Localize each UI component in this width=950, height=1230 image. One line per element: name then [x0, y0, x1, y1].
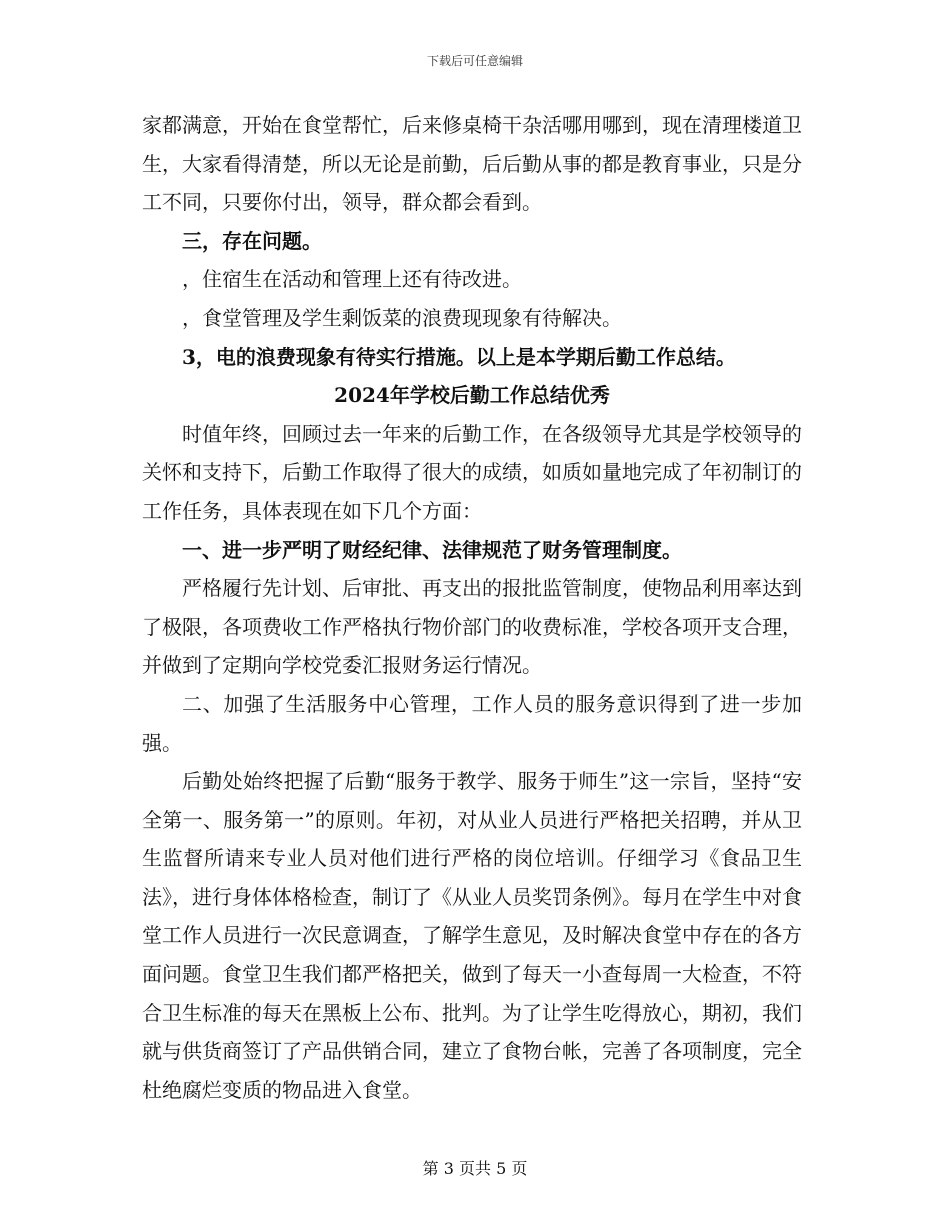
- page-footer: 第 3 页共 5 页: [422, 1159, 528, 1178]
- section-heading-problems: 三，存在问题。: [182, 228, 322, 253]
- paragraph-intro: 时值年终，回顾过去一年来的后勤工作，在各级领导尤其是学校领导的关怀和支持下，后勤工作取得了很大的成绩，如质如量地完成了年初制订的工作任务，具体表现在如下几个方面：: [142, 421, 802, 523]
- paragraph-finance: 严格履行先计划、后审批、再支出的报批监管制度，使物品利用率达到了极限，各项费收工作严格执行物价部门的收费标准，学校各项开支合理，并做到了定期向学校党委汇报财务运行情况。: [142, 576, 802, 678]
- document-title: 2024年学校后勤工作总结优秀: [334, 383, 610, 408]
- problem-item-dormitory: ，住宿生在活动和管理上还有待改进。: [182, 267, 522, 292]
- section-heading-finance: 一、进一步严明了财经纪律、法律规范了财务管理制度。: [182, 537, 682, 562]
- section-heading-service: 二、加强了生活服务中心管理，工作人员的服务意识得到了进一步加强。: [142, 691, 802, 755]
- problem-item-canteen: ，食堂管理及学生剩饭菜的浪费现现象有待解决。: [182, 305, 622, 330]
- paragraph-continuation: 家都满意，开始在食堂帮忙，后来修桌椅干杂活哪用哪到，现在清理楼道卫生，大家看得清楚，所以无论是前勤，后后勤从事的都是教育事业，只是分工不同，只要你付出，领导，群众都会看到。: [142, 113, 802, 215]
- document-body: [142, 106, 802, 1109]
- problem-item-electricity: 3，电的浪费现象有待实行措施。以上是本学期后勤工作总结。: [182, 344, 736, 369]
- page-header: 下载后可任意编辑: [426, 54, 523, 68]
- paragraph-service: 后勤处始终把握了后勤“服务于教学、服务于师生”这一宗旨，坚持“安全第一、服务第一”的原则。年初，对从业人员进行严格把关招聘，并从卫生监督所请来专业人员对他们进行严格的岗位培训。仔细学习《食品卫生法》，进行身体体格检查，制订了《从业人员奖罚条例》。每月在学生中对食堂工作人员进行一次民意调查，了解学生意见，及时解决食堂中存在的各方面问题。食堂卫生我们都严格把关，做到了每天一小查每周一大检查，不符合卫生标准的每天在黑板上公布、批判。为了让学生吃得放心，期初，我们就与供货商签订了产品供销合同，建立了食物台帐，完善了各项制度，完全杜绝腐烂变质的物品进入食堂。: [142, 769, 802, 1102]
